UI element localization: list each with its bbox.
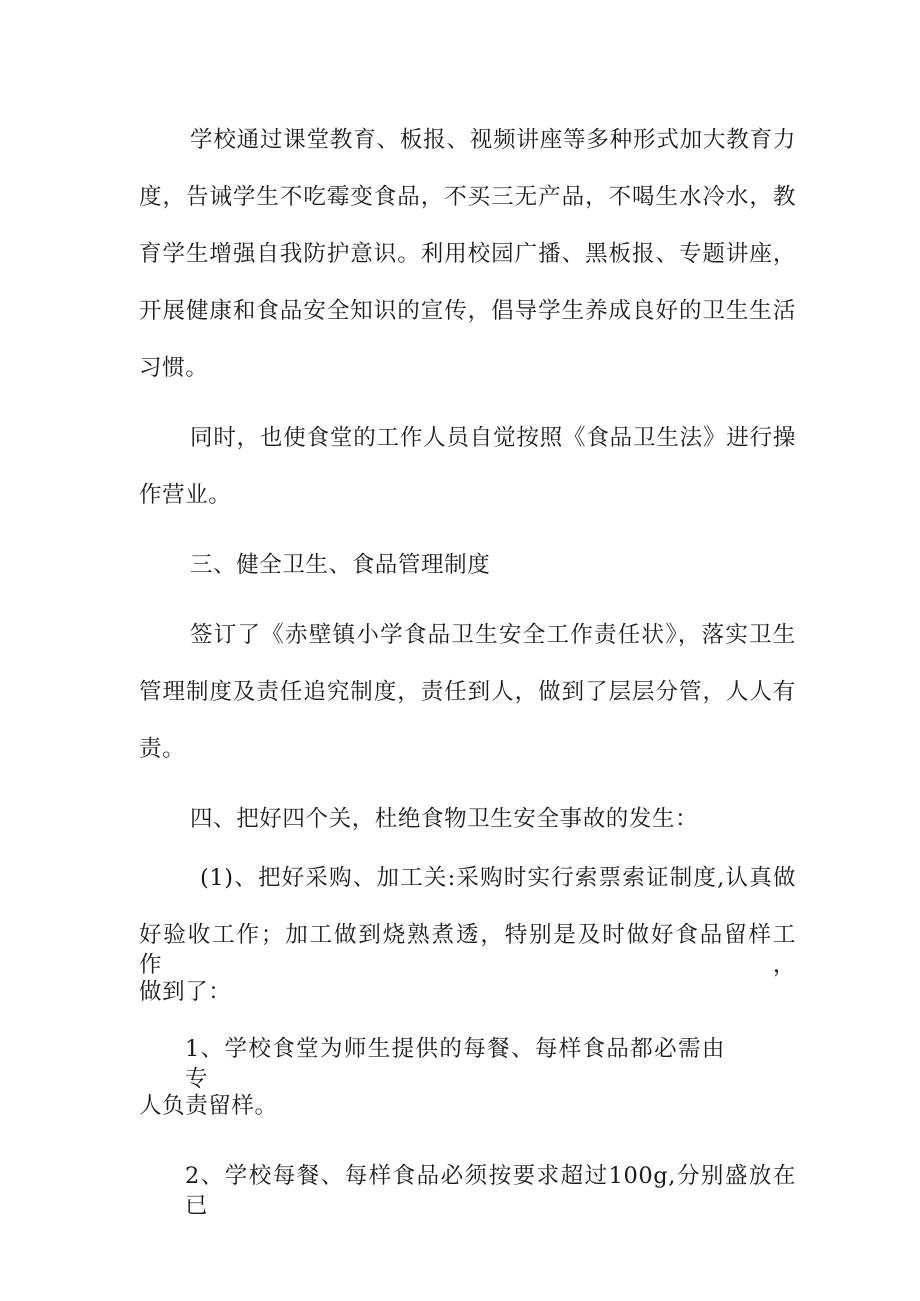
- text-line: 同时，也使食堂的工作人员自觉按照《食品卫生法》进行操: [190, 425, 796, 451]
- section-heading: 四、把好四个关，杜绝食物卫生安全事故的发生：: [190, 806, 699, 832]
- text-line: 好验收工作；加工做到烧熟煮透，特别是及时做好食品留样工作，: [139, 922, 796, 978]
- text-line: 作营业。: [139, 482, 232, 508]
- text-line: 人负责留样。: [139, 1093, 278, 1119]
- text-line: 学校通过课堂教育、板报、视频讲座等多种形式加大教育力: [190, 127, 796, 153]
- text-line: 2、学校每餐、每样食品必须按要求超过100g,分别盛放在已: [185, 1163, 796, 1219]
- text-line: 1、学校食堂为师生提供的每餐、每样食品都必需由专: [185, 1036, 725, 1092]
- section-heading: 三、健全卫生、食品管理制度: [190, 552, 491, 578]
- text-line: 责。: [139, 736, 186, 762]
- text-line: 育学生增强自我防护意识。利用校园广播、黑板报、专题讲座，: [139, 241, 796, 267]
- text-line: 习惯。: [139, 355, 209, 381]
- text-line: 度，告诫学生不吃霉变食品，不买三无产品，不喝生水冷水，教: [139, 184, 796, 210]
- text-line: 签订了《赤壁镇小学食品卫生安全工作责任状》，落实卫生: [190, 622, 796, 648]
- text-line: (1)、把好采购、加工关:采购时实行索票索证制度,认真做: [200, 865, 796, 891]
- text-line: 管理制度及责任追究制度，责任到人，做到了层层分管，人人有: [139, 679, 796, 705]
- text-line: 做到了：: [139, 979, 232, 1005]
- text-line: 开展健康和食品安全知识的宣传，倡导学生养成良好的卫生生活: [139, 298, 796, 324]
